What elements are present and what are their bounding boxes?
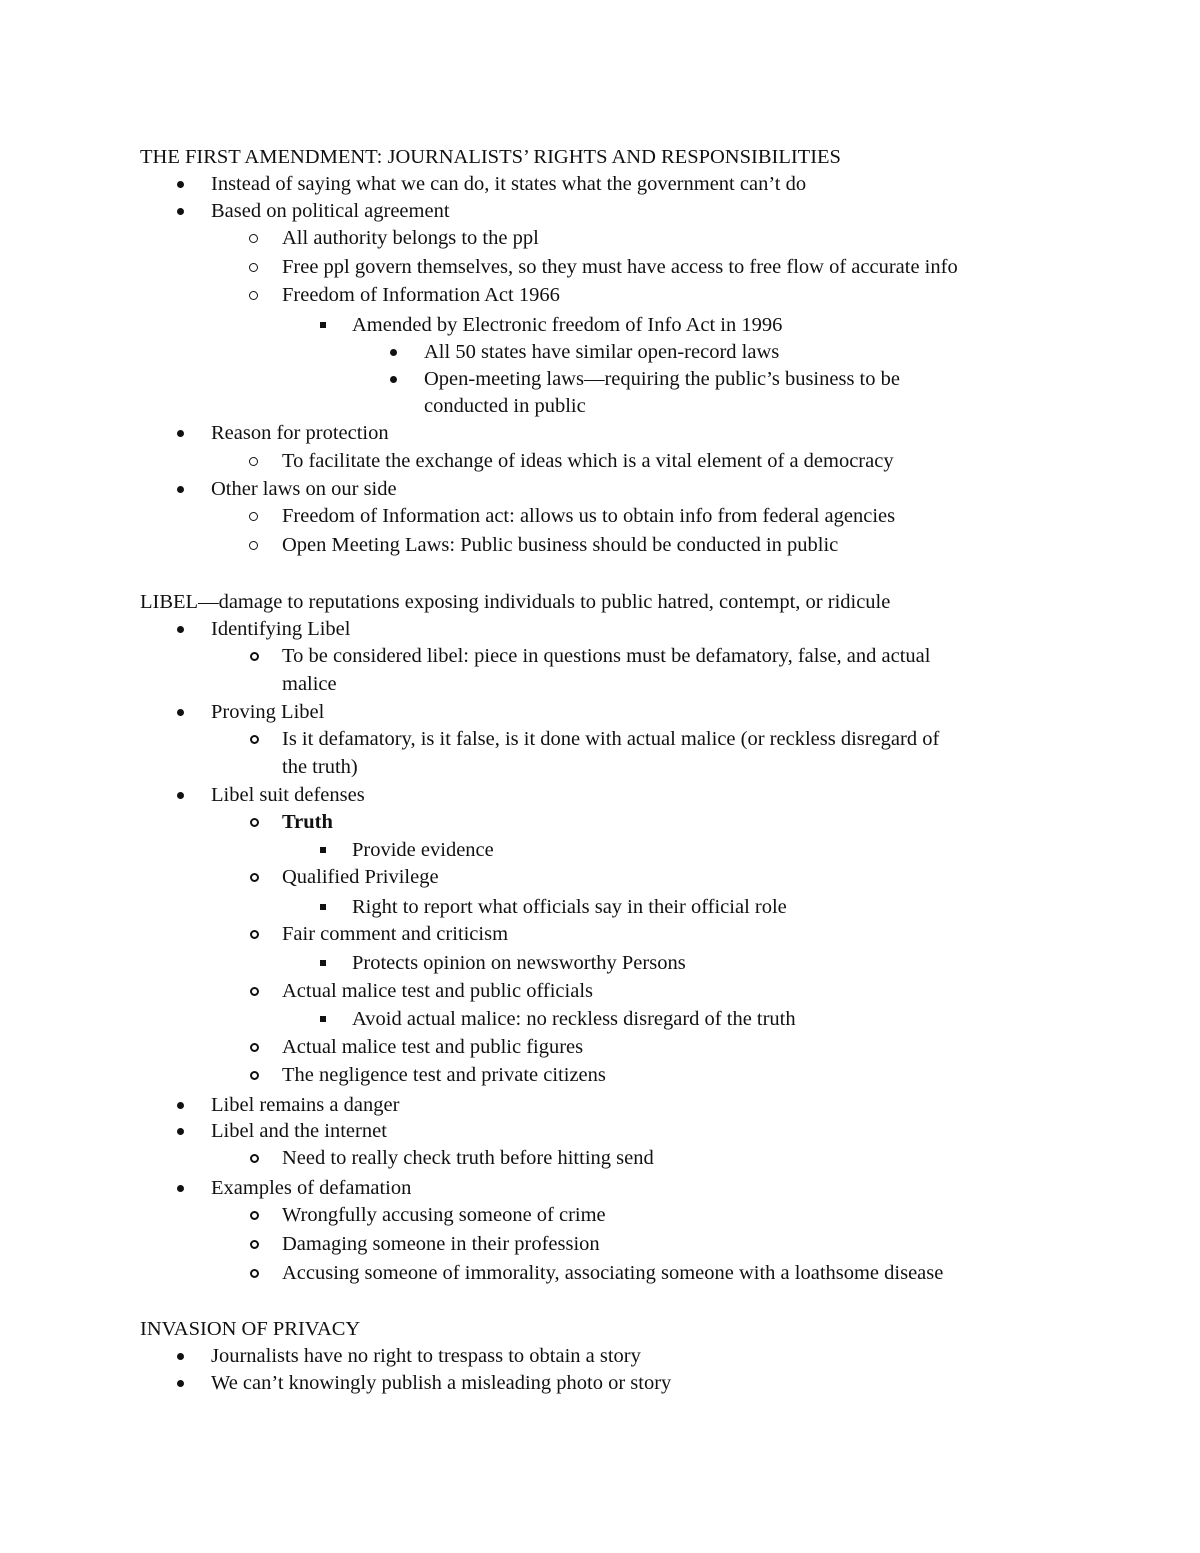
bullet-circle-icon <box>249 234 258 243</box>
bullet-dot-icon <box>177 208 184 215</box>
bullet-square-icon <box>320 960 326 966</box>
bullet-circle-icon <box>250 930 259 939</box>
bullet-circle-icon <box>249 541 258 550</box>
bullet-square-icon <box>320 322 326 328</box>
bullet-circle-icon <box>250 818 259 827</box>
bullet-dot-icon <box>177 1128 184 1135</box>
document-page: THE FIRST AMENDMENT: JOURNALISTS’ RIGHTS AND RESPONSIBILITIES Instead of saying what we can do, it states what the government can’t do Based on political agreement All authority belongs to the ppl Free ppl govern themselves, so they must have access to free flow of accurate info Freedom of Information Act 1966 Amended by Electronic freedom of Info Act in 1996 All 50 states have similar open-record laws Open-meeting laws—requiring the public’s business to be conducted in public Reason for protection To facilitate the exchange of ideas which is a vital element of a democracy Other laws on our side Freedom of Information act: allows us to obtain info from federal agencies Open Meeting Laws: Public business should be conducted in public LIBEL—damage to reputations exposing individuals to public hatred, contempt, or ridicule Identifying Libel To be considered libel: piece in questions must be defamatory, false, and actual malice Proving Libel Is it defamatory, is it false, is it done with actual malice (or reckless disregard of the truth) Libel suit defenses Truth Provide evidence Qualified Privilege Right to report what officials say in their official role Fair comment and criticism Protects opinion on newsworthy Persons Actual malice test and public officials Avoid actual malice: no reckless disregard of the truth Actual malice test and public figures The negligence test and private citizens Libel remains a danger Libel and the internet Need to really check truth before hitting send Examples of defamation Wrongfully accusing someone of crime Damaging someone in their profession Accusing someone of immorality, associating someone with a loathsome disease INVASION OF PRIVACY Journalists have no right to trespass to obtain a story We can’t knowingly publish a misleading photo or story <box>140 146 958 1394</box>
bullet-circle-icon <box>250 1269 259 1278</box>
bullet-circle-icon <box>249 291 258 300</box>
bullet-dot-icon <box>177 181 184 188</box>
bullet-circle-icon <box>249 457 258 466</box>
bullet-dot-icon <box>390 376 397 383</box>
bullet-circle-icon <box>249 512 258 521</box>
bullet-dot-icon <box>177 1185 184 1192</box>
bullet-dot-icon <box>177 1380 184 1387</box>
bullet-dot-icon <box>177 486 184 493</box>
bullet-square-icon <box>320 904 326 910</box>
bullet-circle-icon <box>250 1071 259 1080</box>
bullet-dot-icon <box>177 792 184 799</box>
bullet-square-icon <box>320 847 326 853</box>
bullet-dot-icon <box>177 626 184 633</box>
section-heading-libel: LIBEL—damage to reputations exposing individuals to public hatred, contempt, or ridicule <box>140 591 891 613</box>
section-heading-invasion-of-privacy: INVASION OF PRIVACY <box>140 1318 361 1340</box>
bullet-dot-icon <box>177 1102 184 1109</box>
bullet-dot-icon <box>177 1353 184 1360</box>
bullet-dot-icon <box>177 709 184 716</box>
bullet-dot-icon <box>390 349 397 356</box>
bullet-dot-icon <box>177 430 184 437</box>
bullet-circle-icon <box>250 1240 259 1249</box>
bullet-circle-icon <box>250 987 259 996</box>
bullet-circle-icon <box>250 873 259 882</box>
bullet-circle-icon <box>250 1211 259 1220</box>
section-heading-first-amendment: THE FIRST AMENDMENT: JOURNALISTS’ RIGHTS AND RESPONSIBILITIES <box>140 146 841 168</box>
bullet-square-icon <box>320 1016 326 1022</box>
bullet-circle-icon <box>250 735 259 744</box>
bullet-circle-icon <box>249 263 258 272</box>
bullet-circle-icon <box>250 1043 259 1052</box>
bullet-circle-icon <box>250 652 259 661</box>
bullet-circle-icon <box>250 1154 259 1163</box>
